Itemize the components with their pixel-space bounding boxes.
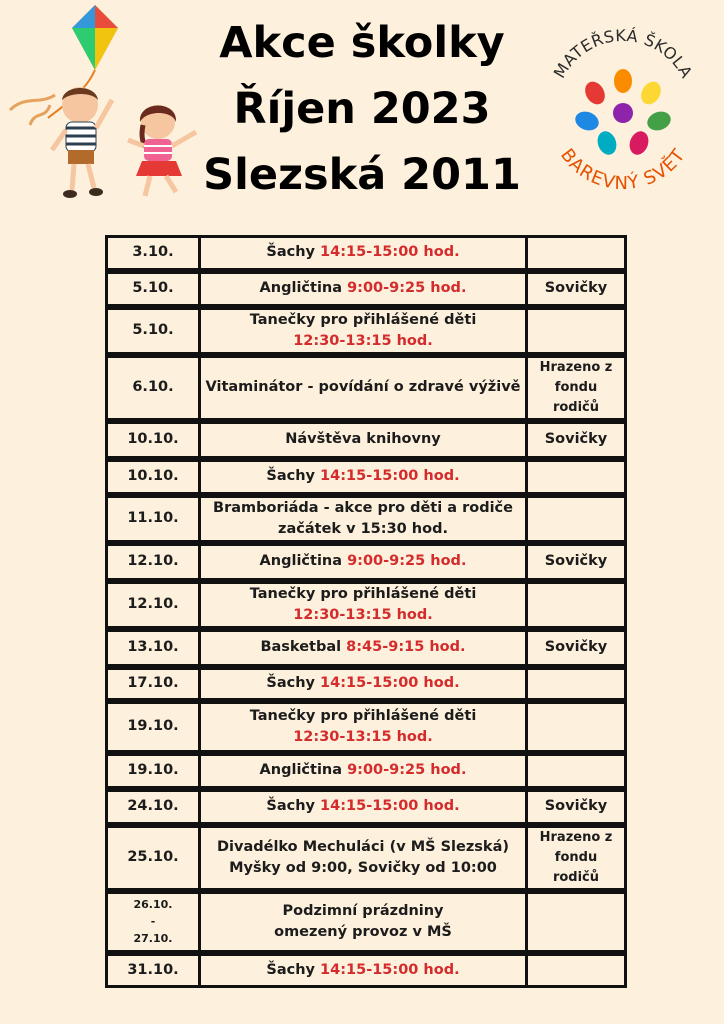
event-time: 14:15-15:00 hod. bbox=[320, 244, 460, 261]
event-time: 9:00-9:25 hod. bbox=[347, 762, 467, 778]
event-date bbox=[107, 237, 200, 271]
event-time: 8:45-9:15 hod. bbox=[346, 639, 466, 655]
title-line-2: Říjen 2023 bbox=[233, 84, 491, 134]
event-title: Návštěva knihovny bbox=[285, 431, 441, 447]
event-time: 14:15-15:00 hod. bbox=[320, 961, 460, 978]
event-date-text: 25.10. bbox=[127, 849, 179, 865]
event-time: 9:00-9:25 hod. bbox=[347, 280, 467, 296]
event-group: Sovičky bbox=[527, 421, 626, 459]
school-logo bbox=[535, 15, 710, 200]
event-title: Angličtina bbox=[259, 762, 348, 778]
event-activity-line bbox=[203, 584, 523, 605]
event-activity-line bbox=[203, 498, 523, 519]
table-row bbox=[107, 495, 626, 543]
event-activity-line bbox=[203, 673, 523, 694]
event-group: Sovičky bbox=[527, 543, 626, 581]
event-activity bbox=[200, 891, 527, 953]
event-date-text: 19.10. bbox=[127, 762, 179, 778]
page-title bbox=[170, 10, 554, 208]
event-date-text: 3.10. bbox=[132, 244, 174, 261]
event-activity bbox=[200, 459, 527, 495]
table-row bbox=[107, 789, 626, 825]
event-activity bbox=[200, 543, 527, 581]
event-group: Hrazeno z fondu rodičů bbox=[527, 825, 626, 891]
event-activity bbox=[200, 953, 527, 987]
table-row bbox=[107, 271, 626, 307]
event-date-text: 12.10. bbox=[127, 553, 179, 569]
event-activity-line bbox=[203, 310, 523, 331]
event-time: 12:30-13:15 hod. bbox=[293, 728, 433, 745]
event-title: Basketbal bbox=[260, 639, 347, 655]
event-date-text: 24.10. bbox=[127, 798, 179, 814]
event-group bbox=[527, 495, 626, 543]
event-date-text: 13.10. bbox=[127, 639, 179, 655]
event-activity bbox=[200, 355, 527, 421]
event-date bbox=[107, 421, 200, 459]
event-date-text: 31.10. bbox=[127, 961, 179, 978]
event-group bbox=[527, 753, 626, 789]
table-row bbox=[107, 543, 626, 581]
event-activity-line bbox=[203, 278, 523, 299]
event-detail: začátek v 15:30 hod. bbox=[278, 520, 448, 537]
title-line-3: Slezská 2011 bbox=[203, 150, 521, 200]
event-title: Tanečky pro přihlášené děti bbox=[249, 585, 477, 602]
event-date bbox=[107, 789, 200, 825]
event-activity bbox=[200, 789, 527, 825]
table-row bbox=[107, 701, 626, 753]
event-date-text: 11.10. bbox=[127, 510, 179, 526]
event-activity-line bbox=[203, 837, 523, 858]
table-row bbox=[107, 891, 626, 953]
table-row bbox=[107, 667, 626, 701]
event-title: Bramboriáda - akce pro děti a rodiče bbox=[213, 499, 513, 516]
event-group bbox=[527, 307, 626, 355]
event-date-text: 10.10. bbox=[127, 431, 179, 447]
event-activity-line bbox=[203, 960, 523, 981]
event-time: 14:15-15:00 hod. bbox=[320, 468, 460, 484]
event-group: Sovičky bbox=[527, 789, 626, 825]
hand-prints-icon bbox=[573, 69, 674, 157]
event-title: Tanečky pro přihlášené děti bbox=[249, 311, 477, 328]
event-activity bbox=[200, 307, 527, 355]
event-group: Sovičky bbox=[527, 629, 626, 667]
event-activity-line bbox=[203, 637, 523, 658]
table-row bbox=[107, 953, 626, 987]
event-date bbox=[107, 667, 200, 701]
event-title: Šachy bbox=[266, 798, 321, 814]
event-date bbox=[107, 629, 200, 667]
event-title: Angličtina bbox=[259, 280, 348, 296]
event-group bbox=[527, 237, 626, 271]
event-date-end: 27.10. bbox=[133, 932, 173, 945]
event-date bbox=[107, 953, 200, 987]
event-activity-line bbox=[203, 796, 523, 817]
event-date bbox=[107, 271, 200, 307]
event-activity-line bbox=[203, 551, 523, 572]
event-title: Tanečky pro přihlášené děti bbox=[249, 707, 477, 724]
event-date bbox=[107, 753, 200, 789]
title-line-1: Akce školky bbox=[219, 18, 505, 68]
table-row bbox=[107, 825, 626, 891]
event-time: 12:30-13:15 hod. bbox=[293, 606, 433, 623]
event-activity-line bbox=[203, 901, 523, 922]
event-date-text: 10.10. bbox=[127, 468, 179, 484]
event-activity bbox=[200, 667, 527, 701]
event-activity bbox=[200, 701, 527, 753]
event-activity bbox=[200, 495, 527, 543]
event-date bbox=[107, 701, 200, 753]
events-table bbox=[105, 235, 627, 988]
table-row bbox=[107, 753, 626, 789]
table-row bbox=[107, 421, 626, 459]
event-title: Vitaminátor - povídání o zdravé výživě bbox=[205, 379, 521, 395]
table-row bbox=[107, 581, 626, 629]
event-date-text: 19.10. bbox=[127, 718, 179, 734]
event-date bbox=[107, 355, 200, 421]
event-date-text: 5.10. bbox=[132, 280, 174, 296]
event-activity bbox=[200, 581, 527, 629]
event-activity-line bbox=[203, 760, 523, 781]
event-date bbox=[107, 307, 200, 355]
event-activity bbox=[200, 421, 527, 459]
event-date bbox=[107, 459, 200, 495]
event-title: Šachy bbox=[266, 468, 321, 484]
event-activity bbox=[200, 237, 527, 271]
event-date bbox=[107, 543, 200, 581]
event-time: 12:30-13:15 hod. bbox=[293, 332, 433, 349]
boy-figure bbox=[52, 87, 112, 198]
event-date-separator: - bbox=[150, 915, 156, 928]
event-title: Podzimní prázdniny bbox=[282, 902, 444, 919]
event-date-text: 6.10. bbox=[132, 379, 174, 395]
event-title: Divadélko Mechuláci (v MŠ Slezská) bbox=[217, 838, 509, 855]
event-activity bbox=[200, 271, 527, 307]
event-group bbox=[527, 459, 626, 495]
event-date-text: 26.10. bbox=[133, 898, 173, 911]
event-group bbox=[527, 701, 626, 753]
event-time: 9:00-9:25 hod. bbox=[347, 553, 467, 569]
event-activity-line bbox=[203, 429, 523, 450]
event-activity-line bbox=[203, 466, 523, 487]
table-row bbox=[107, 629, 626, 667]
event-activity-line bbox=[203, 377, 523, 398]
table-row bbox=[107, 459, 626, 495]
event-activity bbox=[200, 753, 527, 789]
logo-top-text: MATEŘSKÁ ŠKOLA bbox=[549, 25, 697, 82]
event-activity bbox=[200, 629, 527, 667]
table-row bbox=[107, 307, 626, 355]
event-group bbox=[527, 891, 626, 953]
table-row bbox=[107, 355, 626, 421]
event-title: Šachy bbox=[266, 961, 321, 978]
svg-text:BAREVNÝ SVĚT bbox=[556, 145, 690, 194]
event-group bbox=[527, 581, 626, 629]
logo-bottom-text: BAREVNÝ SVĚT bbox=[556, 144, 690, 195]
event-title: Angličtina bbox=[259, 553, 348, 569]
event-group bbox=[527, 953, 626, 987]
event-title: Šachy bbox=[266, 675, 321, 691]
event-group bbox=[527, 667, 626, 701]
event-detail: Myšky od 9:00, Sovičky od 10:00 bbox=[229, 859, 497, 876]
event-group: Hrazeno z fondu rodičů bbox=[527, 355, 626, 421]
event-activity-line bbox=[203, 706, 523, 727]
event-date-text: 5.10. bbox=[132, 322, 174, 338]
event-date bbox=[107, 581, 200, 629]
event-date-text: 12.10. bbox=[127, 596, 179, 612]
table-row bbox=[107, 237, 626, 271]
event-title: Šachy bbox=[266, 244, 321, 261]
event-group: Sovičky bbox=[527, 271, 626, 307]
event-detail: omezený provoz v MŠ bbox=[274, 923, 452, 940]
event-date bbox=[107, 495, 200, 543]
event-activity bbox=[200, 825, 527, 891]
event-date bbox=[107, 891, 200, 953]
event-activity-line bbox=[203, 242, 523, 263]
event-time: 14:15-15:00 hod. bbox=[320, 798, 460, 814]
event-date-text: 17.10. bbox=[127, 675, 179, 691]
event-time: 14:15-15:00 hod. bbox=[320, 675, 460, 691]
event-date bbox=[107, 825, 200, 891]
